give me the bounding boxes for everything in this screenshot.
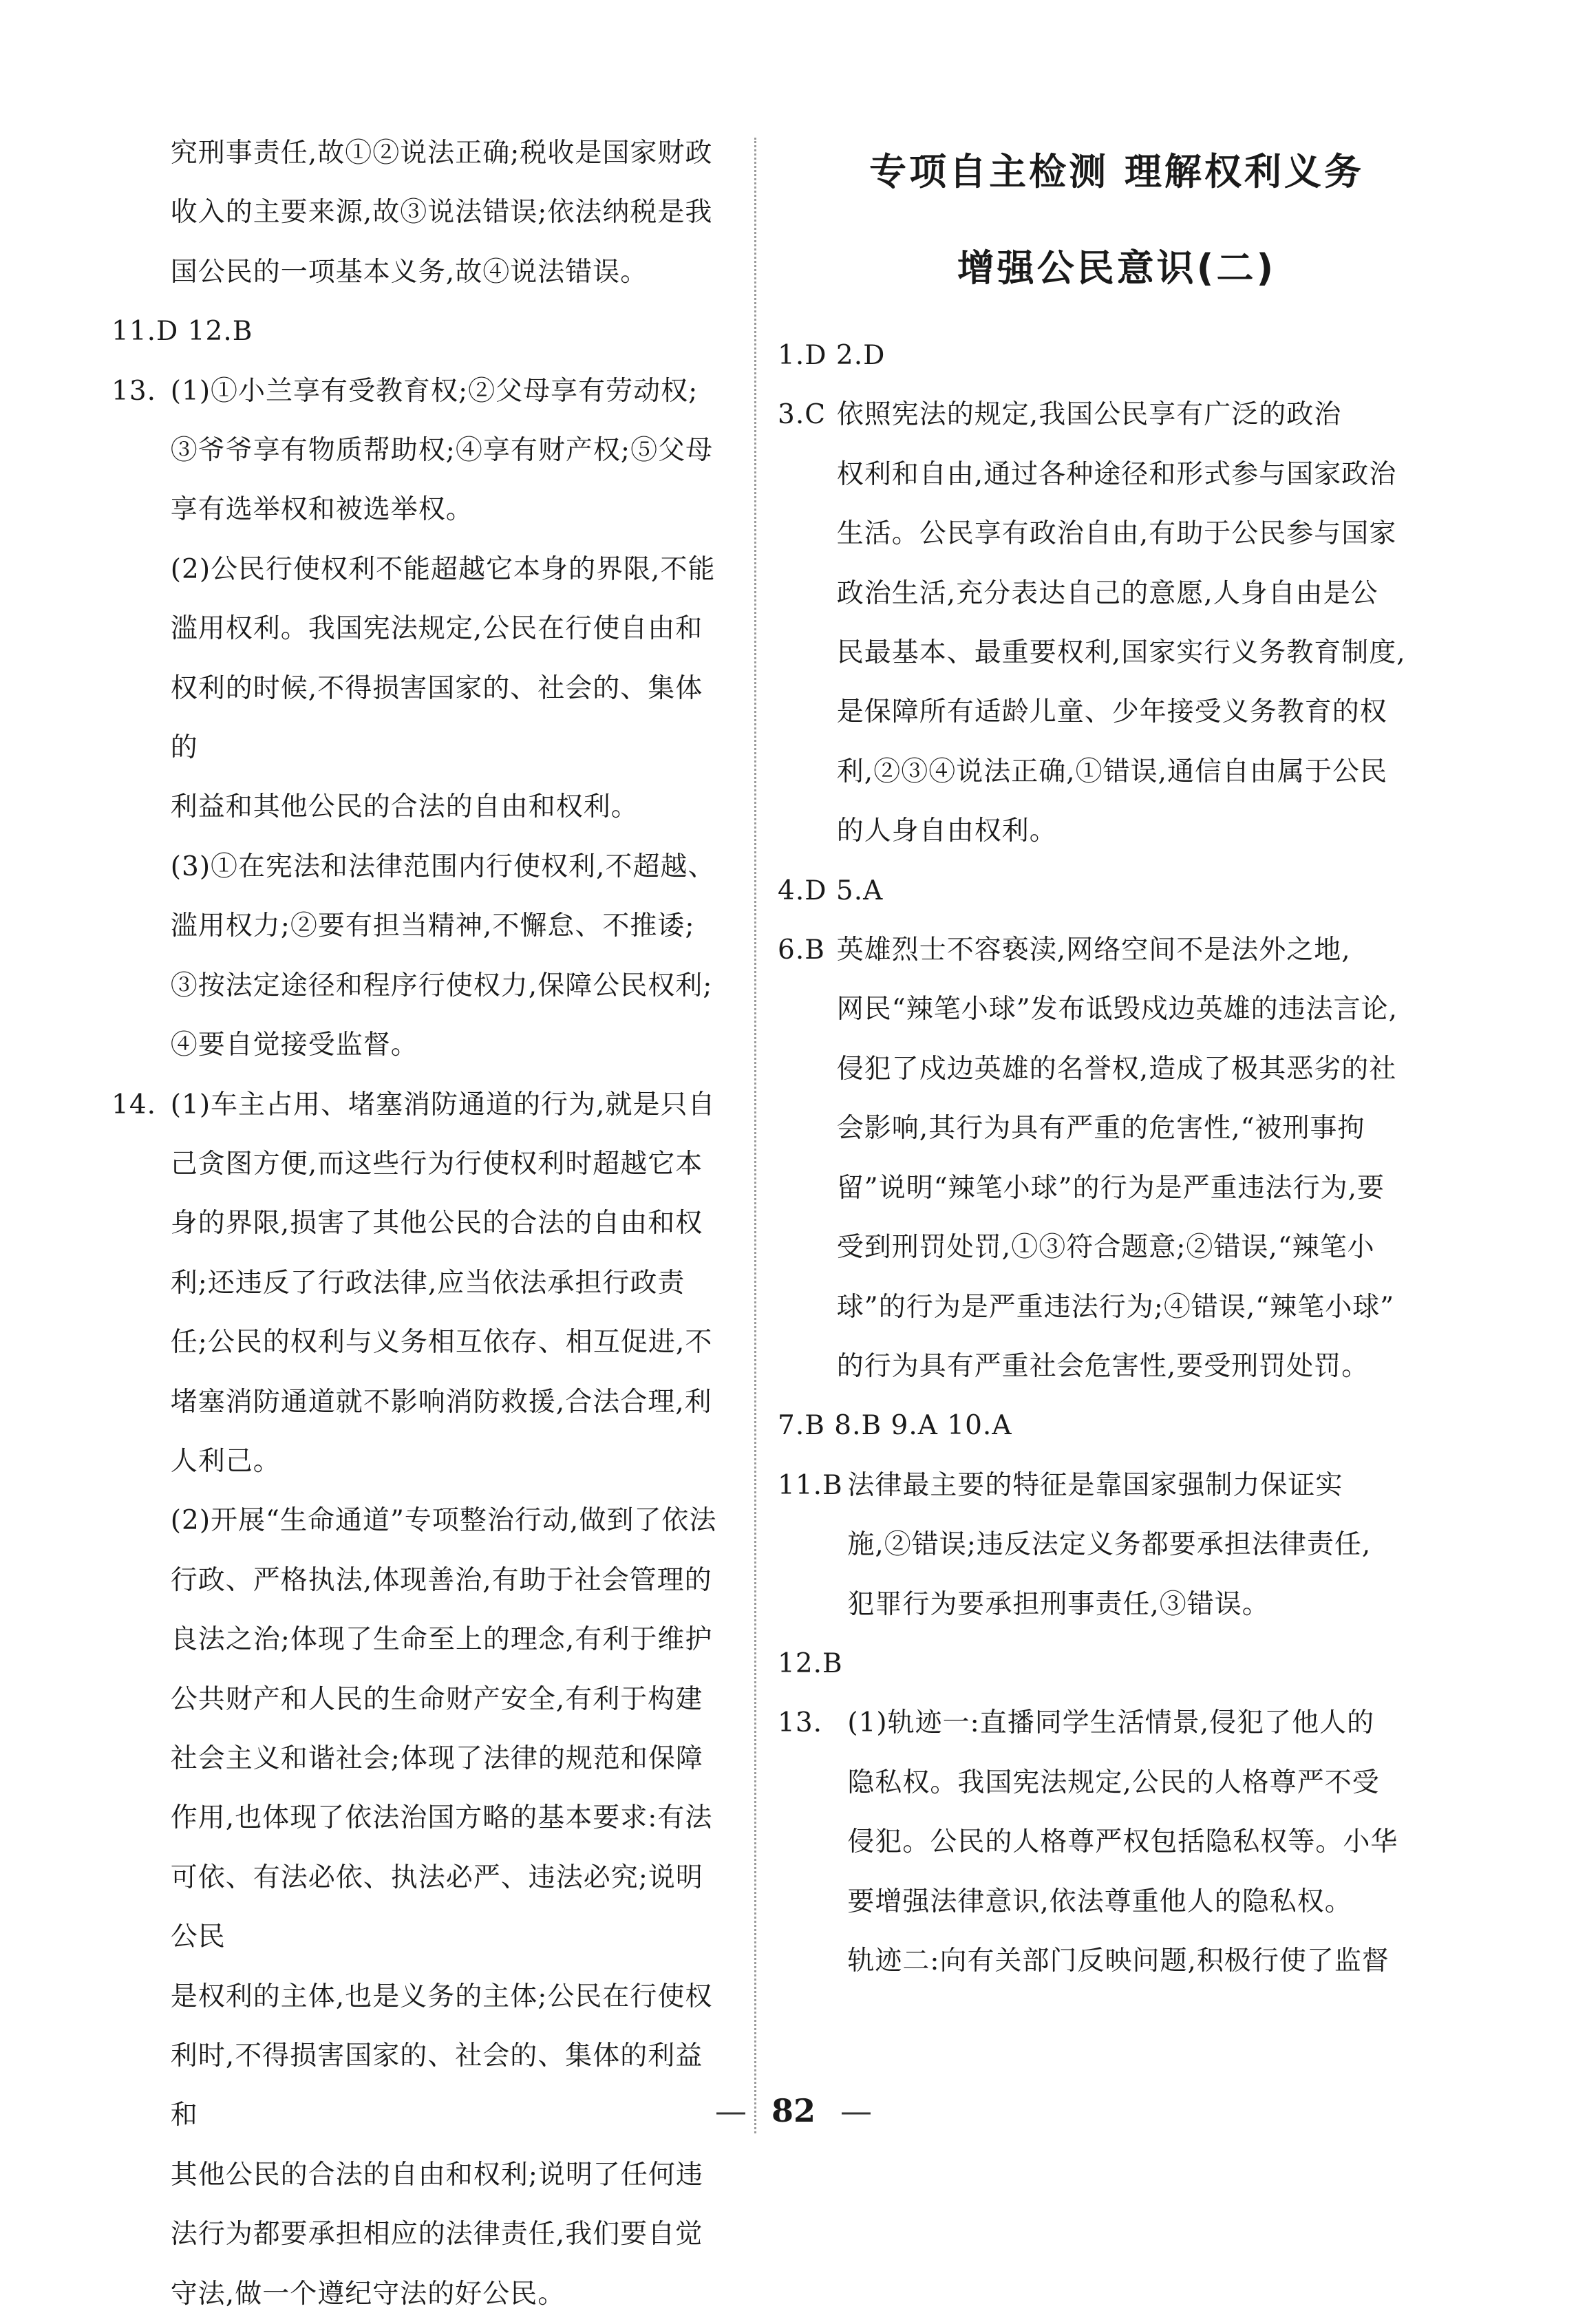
text-line: 滥用权力;②要有担当精神,不懈怠、不推诿; [171,897,721,956]
text-line: (2)开展“生命通道”专项整治行动,做到了依法 [171,1491,721,1550]
text-line: 公共财产和人民的生命财产安全,有利于构建 [171,1670,721,1729]
text-line: 身的界限,损害了其他公民的合法的自由和权 [171,1194,721,1253]
text-line: 法行为都要承担相应的法律责任,我们要自觉 [171,2205,721,2264]
text-line: 利,②③④说法正确,①错误,通信自由属于公民 [837,743,1456,802]
text-line: 隐私权。我国宪法规定,公民的人格尊严不受 [847,1753,1456,1813]
text-line: 轨迹二:向有关部门反映问题,积极行使了监督 [847,1932,1456,1991]
text-line: 堵塞消防通道就不影响消防救援,合法合理,利 [171,1373,721,1432]
left-column [111,124,721,2324]
text-line: (3)①在宪法和法律范围内行使权利,不超越、 [171,838,721,897]
text-line: 民最基本、最重要权利,国家实行义务教育制度, [837,623,1456,683]
text-line: 的人身自由权利。 [837,802,1456,861]
text-line: 侵犯。公民的人格尊严权包括隐私权等。小华 [847,1813,1456,1872]
text-line: 政治生活,充分表达自己的意愿,人身自由是公 [837,564,1456,623]
right-column [778,124,1456,1991]
text-line: 要增强法律意识,依法尊重他人的隐私权。 [847,1873,1456,1932]
text-line: 究刑事责任,故①②说法正确;税收是国家财政 [171,124,721,183]
question-13-answer [111,362,721,1076]
text-line: 收入的主要来源,故③说法错误;依法纳税是我 [171,183,721,242]
text-line: 良法之治;体现了生命至上的理念,有利于维护 [171,1610,721,1670]
column-divider [754,138,756,2133]
text-line: 利时,不得损害国家的、社会的、集体的利益和 [171,2027,721,2146]
page-footer [0,2092,1587,2129]
question-number: 6.B [778,921,837,1396]
question-3-answer [778,385,1456,861]
page-number: 82 [771,2092,816,2129]
text-line: (1)轨迹一:直播同学生活情景,侵犯了他人的 [847,1694,1456,1753]
text-line: 会影响,其行为具有严重的危害性,“被刑事拘 [837,1099,1456,1158]
answer-7-10: 7.B 8.B 9.A 10.A [778,1396,1456,1456]
text-line: 作用,也体现了依法治国方略的基本要求:有法 [171,1789,721,1848]
text-line: 英雄烈士不容亵渎,网络空间不是法外之地, [837,921,1456,980]
question-number: 11.B [778,1456,847,1634]
text-line: 己贪图方便,而这些行为行使权利时超越它本 [171,1135,721,1194]
text-line: (2)公民行使权利不能超越它本身的界限,不能 [171,540,721,599]
text-line: ④要自觉接受监督。 [171,1016,721,1075]
section-subtitle: 增强公民意识(二) [778,220,1456,317]
question-number: 13. [778,1694,847,1991]
answer-12: 12.B [778,1634,1456,1694]
question-number: 3.C [778,385,837,861]
text-line: 犯罪行为要承担刑事责任,③错误。 [847,1575,1456,1634]
answer-11-12: 11.D 12.B [111,302,721,361]
text-line: 法律最主要的特征是靠国家强制力保证实 [847,1456,1456,1515]
text-line: ③爷爷享有物质帮助权;④享有财产权;⑤父母 [171,421,721,480]
text-line: 利;还违反了行政法律,应当依法承担行政责 [171,1254,721,1313]
text-line: 的行为具有严重社会危害性,要受刑罚处罚。 [837,1337,1456,1396]
text-line: (1)①小兰享有受教育权;②父母享有劳动权; [171,362,721,421]
answer-4-5: 4.D 5.A [778,862,1456,921]
text-line: 依照宪法的规定,我国公民享有广泛的政治 [837,385,1456,445]
text-line: 行政、严格执法,体现善治,有助于社会管理的 [171,1551,721,1610]
question-14-answer [111,1076,721,2324]
question-13-answer [778,1694,1456,1991]
question-6-answer [778,921,1456,1396]
text-line: 受到刑罚处罚,①③符合题意;②错误,“辣笔小 [837,1218,1456,1277]
text-line: 享有选举权和被选举权。 [171,480,721,540]
text-line: 球”的行为是严重违法行为;④错误,“辣笔小球” [837,1278,1456,1337]
text-line: (1)车主占用、堵塞消防通道的行为,就是只自 [171,1076,721,1135]
footer-dash-right: — [840,2092,872,2129]
text-line: 其他公民的合法的自由和权利;说明了任何违 [171,2146,721,2205]
text-line: 是保障所有适龄儿童、少年接受义务教育的权 [837,683,1456,742]
text-line: 网民“辣笔小球”发布诋毁戍边英雄的违法言论, [837,980,1456,1039]
question-number: 13. [111,362,171,1076]
text-line: 留”说明“辣笔小球”的行为是严重违法行为,要 [837,1159,1456,1218]
text-line: 任;公民的权利与义务相互依存、相互促进,不 [171,1313,721,1372]
footer-dash-left: — [715,2092,747,2129]
text-line: 权利和自由,通过各种途径和形式参与国家政治 [837,445,1456,504]
text-line: 守法,做一个遵纪守法的好公民。 [171,2265,721,2324]
text-line: ③按法定途径和程序行使权力,保障公民权利; [171,957,721,1016]
text-line: 施,②错误;违反法定义务都要承担法律责任, [847,1515,1456,1575]
continued-answer [111,124,721,302]
text-line: 生活。公民享有政治自由,有助于公民参与国家 [837,504,1456,564]
text-line: 权利的时候,不得损害国家的、社会的、集体的 [171,659,721,778]
text-line: 滥用权利。我国宪法规定,公民在行使自由和 [171,599,721,659]
question-number: 14. [111,1076,171,2324]
answer-1-2: 1.D 2.D [778,326,1456,385]
text-line: 是权利的主体,也是义务的主体;公民在行使权 [171,1968,721,2027]
question-11-answer [778,1456,1456,1634]
text-line: 社会主义和谐社会;体现了法律的规范和保障 [171,1729,721,1789]
section-title: 专项自主检测 理解权利义务 [778,124,1456,220]
text-line: 侵犯了戍边英雄的名誉权,造成了极其恶劣的社 [837,1040,1456,1099]
text-line: 国公民的一项基本义务,故④说法错误。 [171,243,721,302]
text-line: 人利己。 [171,1432,721,1491]
text-line: 可依、有法必依、执法必严、违法必究;说明公民 [171,1848,721,1968]
text-line: 利益和其他公民的合法的自由和权利。 [171,778,721,837]
